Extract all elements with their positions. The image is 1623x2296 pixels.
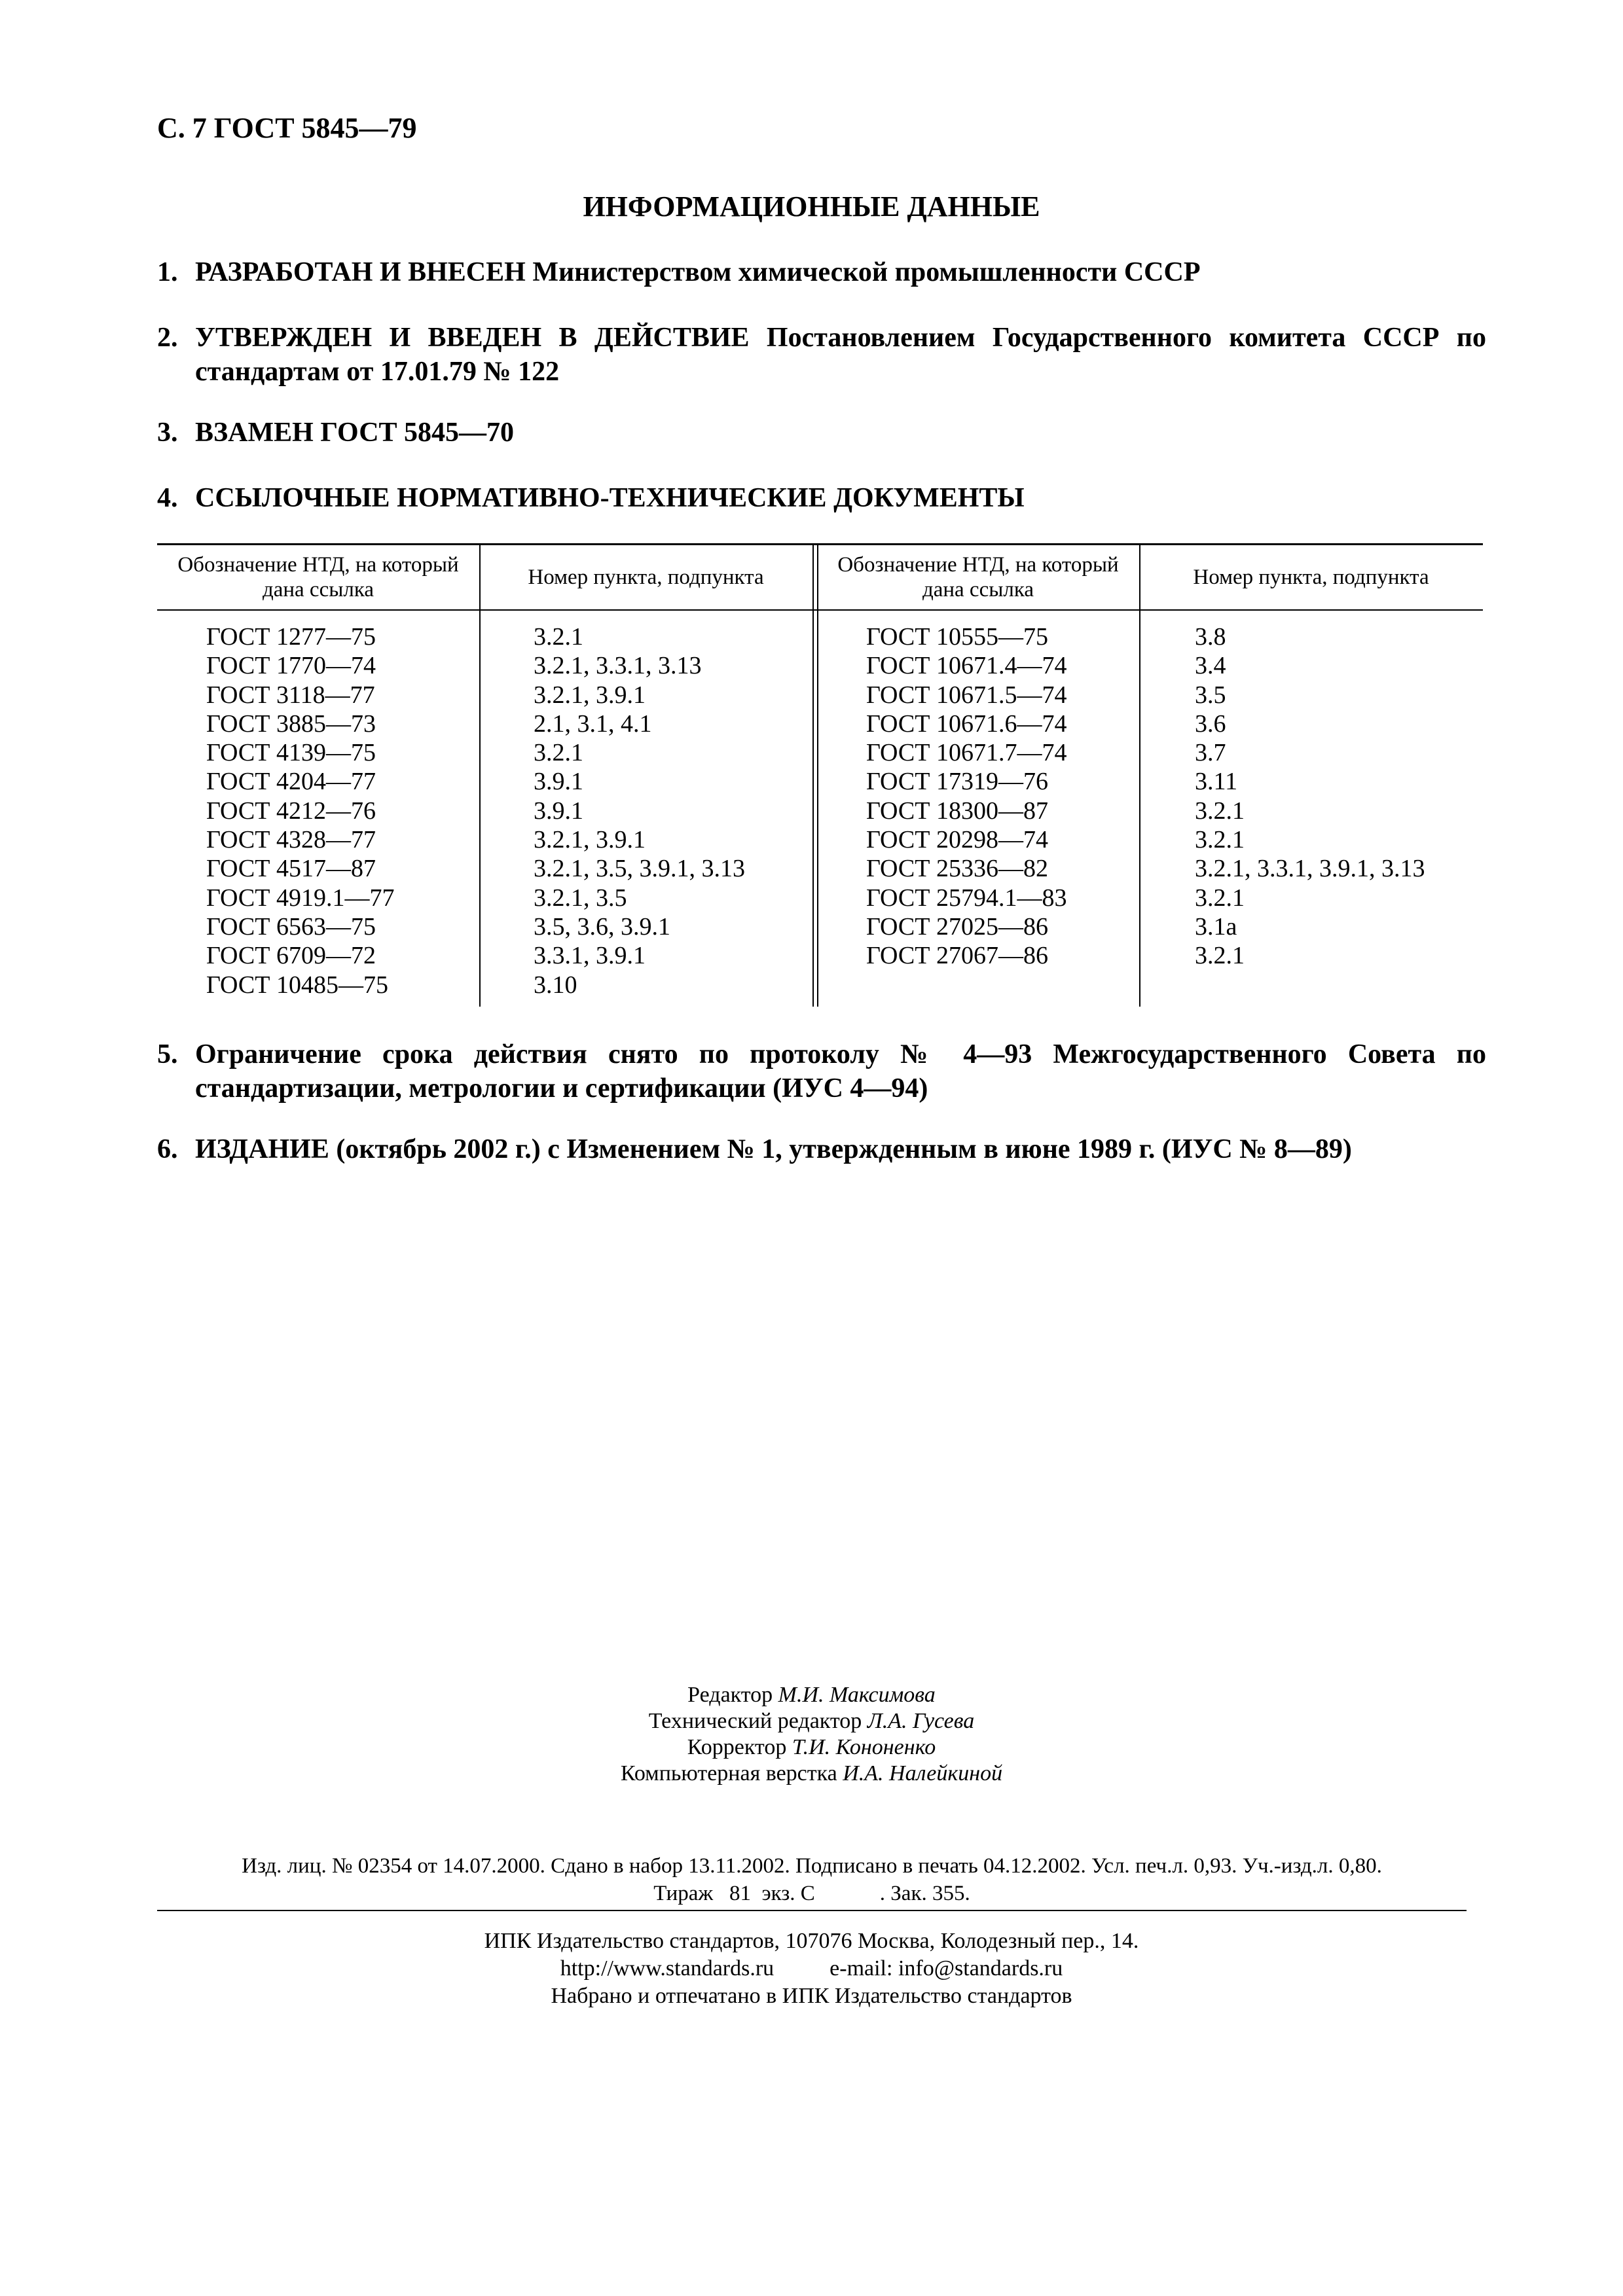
table-cell: 3.2.1, 3.5, 3.9.1, 3.13 <box>534 855 745 883</box>
item-number: 6. <box>157 1134 178 1164</box>
table-cell: 3.2.1, 3.3.1, 3.13 <box>534 652 702 680</box>
table-cell: 3.2.1, 3.5 <box>534 884 627 912</box>
credit-name: М.И. Максимова <box>778 1683 936 1707</box>
table-cell: ГОСТ 4919.1—77 <box>206 884 395 912</box>
table-cell: 3.2.1 <box>1195 942 1245 970</box>
print-rule <box>157 1910 1467 1911</box>
item-text: Постановлением Государственного комитета СССР по стандартам от 17.01.79 № 122 <box>195 323 1486 387</box>
credit-role: Корректор <box>687 1735 792 1759</box>
credit-name: Л.А. Гусева <box>867 1709 975 1733</box>
column-divider <box>1139 545 1140 1007</box>
credit-line <box>0 1761 1623 1787</box>
table-cell: ГОСТ 27025—86 <box>866 912 1048 941</box>
column-divider <box>817 545 818 1007</box>
credit-line <box>0 1734 1623 1761</box>
credit-name: И.А. Налейкиной <box>843 1761 1003 1785</box>
item-text: Министерством химической промышленности СССР <box>525 257 1201 287</box>
table-cell: ГОСТ 3118—77 <box>206 681 375 709</box>
table-cell: 3.7 <box>1195 739 1226 767</box>
print-info-line: Изд. лиц. № 02354 от 14.07.2000. Сдано в набор 13.11.2002. Подписано в печать 04.12.2002. Усл. печ.л. 0,93. Уч.-изд.л. 0,80. <box>242 1854 1382 1878</box>
table-cell: 3.5 <box>1195 681 1226 709</box>
info-item-5 <box>157 1037 1486 1105</box>
reference-table <box>157 543 1483 1007</box>
table-cell: ГОСТ 17319—76 <box>866 768 1048 796</box>
table-cell: ГОСТ 4517—87 <box>206 855 376 883</box>
info-item-3 <box>157 416 1486 450</box>
table-cell: ГОСТ 4139—75 <box>206 739 376 767</box>
table-header-rule <box>157 609 1483 611</box>
print-info <box>157 1852 1467 1907</box>
item-number: 1. <box>157 257 178 287</box>
right-points-column <box>1195 622 1425 971</box>
table-cell: 2.1, 3.1, 4.1 <box>534 709 652 738</box>
credit-role: Компьютерная верстка <box>620 1761 843 1785</box>
table-cell: ГОСТ 6563—75 <box>206 912 376 941</box>
publisher-address: ИПК Издательство стандартов, 107076 Москва, Колодезный пер., 14. <box>484 1929 1139 1953</box>
item-text: Ограничение срока действия снято по протоколу № 4—93 Межгосударственного Совета по стандартизации, метрологии и сертификации (ИУС 4—94) <box>195 1039 1486 1103</box>
item-number: 3. <box>157 418 178 448</box>
table-cell: ГОСТ 25794.1—83 <box>866 884 1067 912</box>
column-divider <box>812 545 814 1007</box>
table-cell: 3.5, 3.6, 3.9.1 <box>534 912 670 941</box>
header-doc-right: Обозначение НТД, на который дана ссылка <box>837 553 1119 601</box>
table-cell: ГОСТ 4204—77 <box>206 768 376 796</box>
item-lead: РАЗРАБОТАН И ВНЕСЕН <box>195 257 526 287</box>
table-cell: 3.2.1, 3.9.1 <box>534 826 646 854</box>
table-cell: ГОСТ 4328—77 <box>206 826 376 854</box>
header-points-right: Номер пункта, подпункта <box>1193 565 1429 589</box>
column-divider <box>479 545 481 1007</box>
info-item-4 <box>157 481 1486 515</box>
table-cell: ГОСТ 25336—82 <box>866 855 1048 883</box>
table-cell: 3.2.1 <box>1195 826 1245 854</box>
credits-block <box>0 1682 1623 1787</box>
table-cell: ГОСТ 10671.4—74 <box>866 652 1067 680</box>
item-text: (октябрь 2002 г.) с Изменением № 1, утвержденным в июне 1989 г. (ИУС № 8—89) <box>329 1134 1352 1164</box>
credit-role: Технический редактор <box>648 1709 867 1733</box>
table-cell: ГОСТ 18300—87 <box>866 797 1048 825</box>
table-cell: 3.2.1 <box>1195 884 1245 912</box>
left-docs-column <box>206 622 395 999</box>
credit-role: Редактор <box>687 1683 778 1707</box>
table-cell: 3.4 <box>1195 652 1226 680</box>
table-cell: 3.6 <box>1195 709 1226 738</box>
table-cell: 3.2.1, 3.3.1, 3.9.1, 3.13 <box>1195 855 1425 883</box>
item-lead: ВЗАМЕН ГОСТ 5845—70 <box>195 418 515 448</box>
table-cell: 3.1а <box>1195 912 1237 941</box>
table-cell: 3.2.1 <box>534 739 583 767</box>
table-cell: 3.11 <box>1195 768 1238 796</box>
print-info-line: Тираж 81 экз. С . Зак. 355. <box>653 1882 970 1905</box>
table-cell: ГОСТ 4212—76 <box>206 797 376 825</box>
table-cell: 3.9.1 <box>534 797 583 825</box>
item-number: 2. <box>157 323 178 353</box>
table-cell: 3.2.1, 3.9.1 <box>534 681 646 709</box>
info-item-2 <box>157 321 1486 389</box>
info-item-1 <box>157 255 1486 289</box>
table-cell: ГОСТ 10555—75 <box>866 623 1048 651</box>
publisher-block <box>0 1928 1623 2010</box>
table-cell: ГОСТ 1277—75 <box>206 623 376 651</box>
table-cell: ГОСТ 3885—73 <box>206 709 376 738</box>
table-cell: 3.9.1 <box>534 768 583 796</box>
info-item-6 <box>157 1132 1486 1166</box>
item-lead: УТВЕРЖДЕН И ВВЕДЕН В ДЕЙСТВИЕ <box>195 323 750 353</box>
table-cell: ГОСТ 6709—72 <box>206 942 376 970</box>
item-lead: ССЫЛОЧНЫЕ НОРМАТИВНО-ТЕХНИЧЕСКИЕ ДОКУМЕНТЫ <box>195 483 1025 513</box>
item-lead: ИЗДАНИЕ <box>195 1134 329 1164</box>
publisher-note: Набрано и отпечатано в ИПК Издательство стандартов <box>551 1984 1072 2008</box>
left-points-column <box>534 622 745 999</box>
right-docs-column <box>866 622 1067 971</box>
table-cell: ГОСТ 10671.7—74 <box>866 739 1067 767</box>
table-cell: ГОСТ 10485—75 <box>206 971 388 999</box>
table-cell: ГОСТ 1770—74 <box>206 652 376 680</box>
header-doc-left: Обозначение НТД, на который дана ссылка <box>177 553 459 601</box>
table-cell: ГОСТ 10671.6—74 <box>866 709 1067 738</box>
credit-line <box>0 1708 1623 1734</box>
item-number: 4. <box>157 483 178 513</box>
table-cell: 3.8 <box>1195 623 1226 651</box>
table-cell: ГОСТ 10671.5—74 <box>866 681 1067 709</box>
publisher-contacts: http://www.standards.ru e-mail: info@standards.ru <box>560 1956 1063 1981</box>
credit-name: Т.И. Кононенко <box>792 1735 936 1759</box>
item-number: 5. <box>157 1039 178 1069</box>
page-header: С. 7 ГОСТ 5845—79 <box>157 112 417 144</box>
table-cell: 3.2.1 <box>1195 797 1245 825</box>
credit-line <box>0 1682 1623 1708</box>
table-cell: 3.3.1, 3.9.1 <box>534 942 646 970</box>
header-points-left: Номер пункта, подпункта <box>528 565 764 589</box>
table-cell: 3.10 <box>534 971 577 999</box>
table-cell: ГОСТ 20298—74 <box>866 826 1048 854</box>
table-cell: 3.2.1 <box>534 623 583 651</box>
table-cell: ГОСТ 27067—86 <box>866 942 1048 970</box>
section-title: ИНФОРМАЦИОННЫЕ ДАННЫЕ <box>583 190 1040 223</box>
